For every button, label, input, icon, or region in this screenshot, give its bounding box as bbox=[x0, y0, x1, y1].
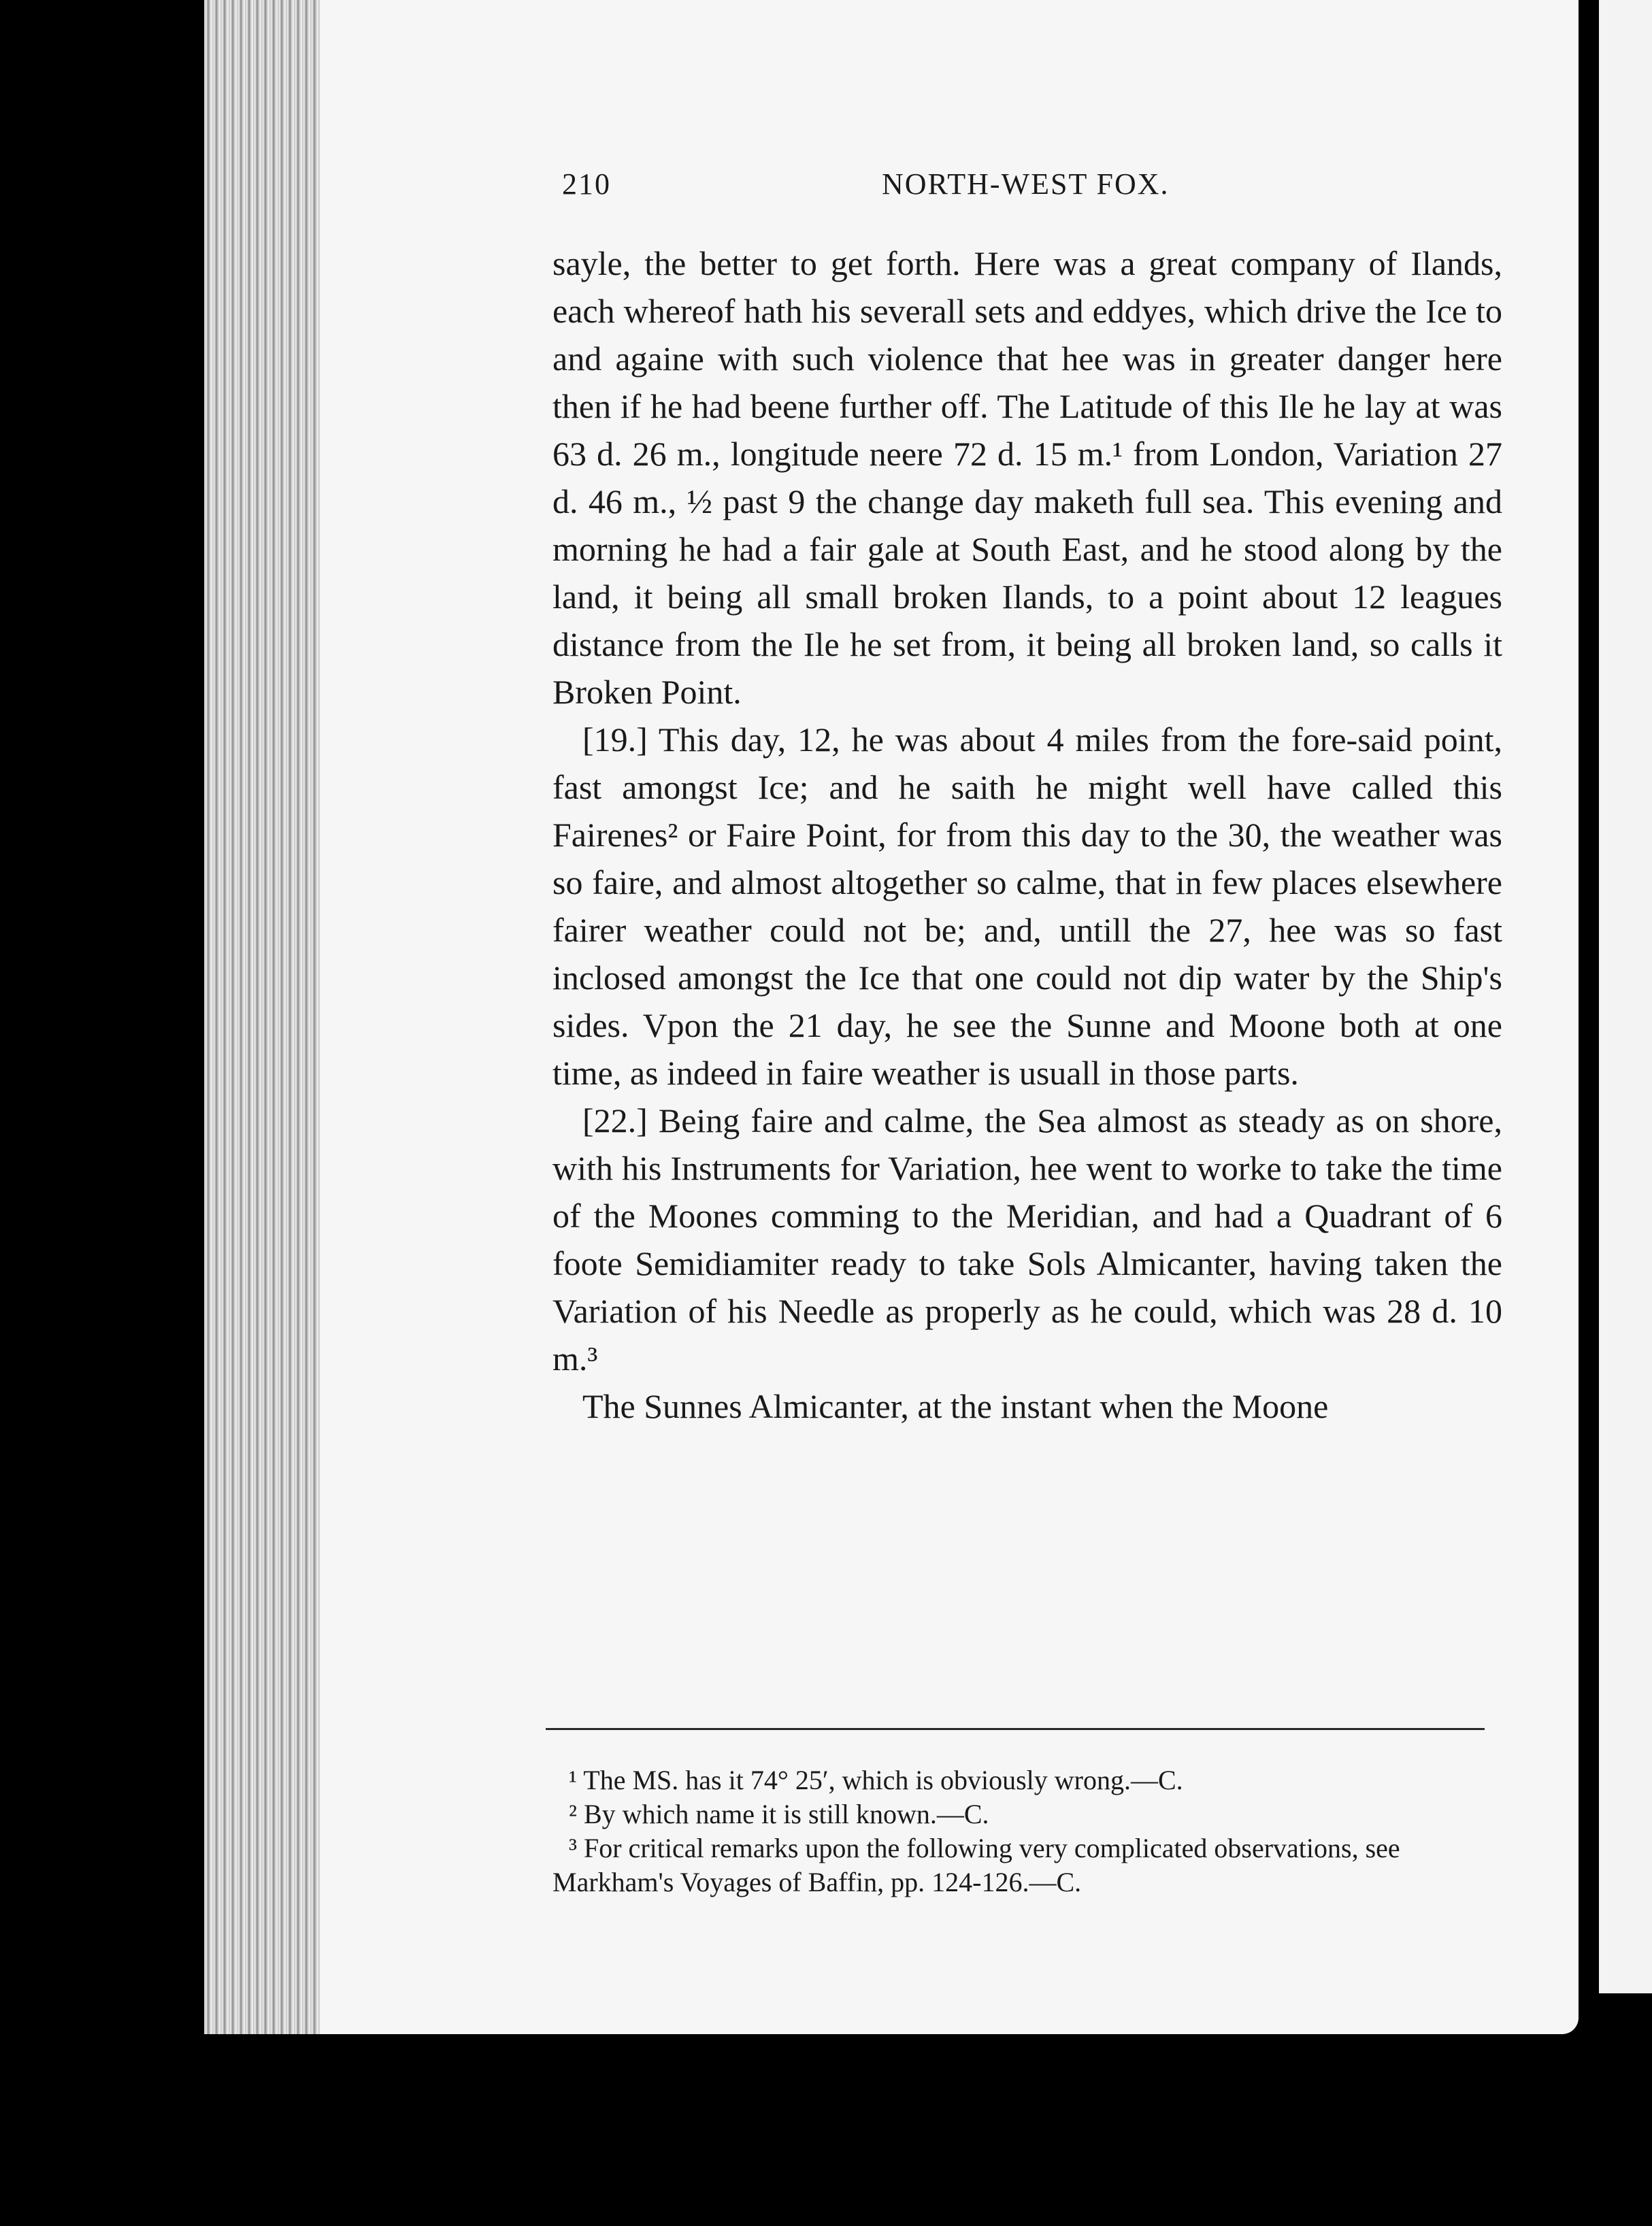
footnote-2: ² By which name it is still known.—C. bbox=[569, 1799, 989, 1829]
paragraph-2: [19.] This day, 12, he was about 4 miles from the fore-said point, fast amongst Ice; and he saith he might well have called this Fairenes² or Faire Point, for from this day to the 30, the weather was so faire, and almost altogether so calme, that in few places elsewhere fairer weather could not be; and, untill the 27, hee was so fast inclosed amongst the Ice that one could not dip water by the Ship's sides. Vpon the 21 day, he see the Sunne and Moone both at one time, as indeed in faire weather is usuall in those parts. bbox=[552, 720, 1502, 1092]
footnote-1: ¹ The MS. has it 74° 25′, which is obviously wrong.—C. bbox=[569, 1765, 1183, 1795]
running-head: NORTH-WEST FOX. bbox=[882, 167, 1170, 201]
paragraph-1: sayle, the better to get forth. Here was a great company of Ilands, each whereof hath his severall sets and eddyes, which drive the Ice to and againe with such violence that hee was in greater danger here then if he had beene further off. The Latitude of this Ile he lay at was 63 d. 26 m., longitude neere 72 d. 15 m.¹ from London, Variation 27 d. 46 m., ½ past 9 the change day maketh full sea. This evening and morning he had a fair gale at South East, and he stood along by the land, it being all small broken Ilands, to a point about 12 leagues distance from the Ile he set from, it being all broken land, so calls it Broken Point. bbox=[552, 244, 1502, 711]
body-text bbox=[552, 239, 1502, 1430]
page-edges bbox=[204, 0, 320, 2034]
footnote-rule bbox=[546, 1728, 1485, 1730]
footnote-3: ³ For critical remarks upon the following very complicated observations, see Markham's Voyages of Baffin, pp. 124-126.—C. bbox=[552, 1833, 1400, 1897]
paragraph-3: [22.] Being faire and calme, the Sea almost as steady as on shore, with his Instruments for Variation, hee went to worke to take the time of the Moones comming to the Meridian, and had a Quadrant of 6 foote Semidiamiter ready to take Sols Almicanter, having taken the Variation of his Needle as properly as he could, which was 28 d. 10 m.³ bbox=[552, 1101, 1502, 1378]
paragraph-4: The Sunnes Almicanter, at the instant when the Moone bbox=[582, 1387, 1329, 1425]
footnotes bbox=[552, 1763, 1491, 1899]
facing-page-edge bbox=[1599, 0, 1652, 1993]
page-number: 210 bbox=[562, 167, 611, 201]
